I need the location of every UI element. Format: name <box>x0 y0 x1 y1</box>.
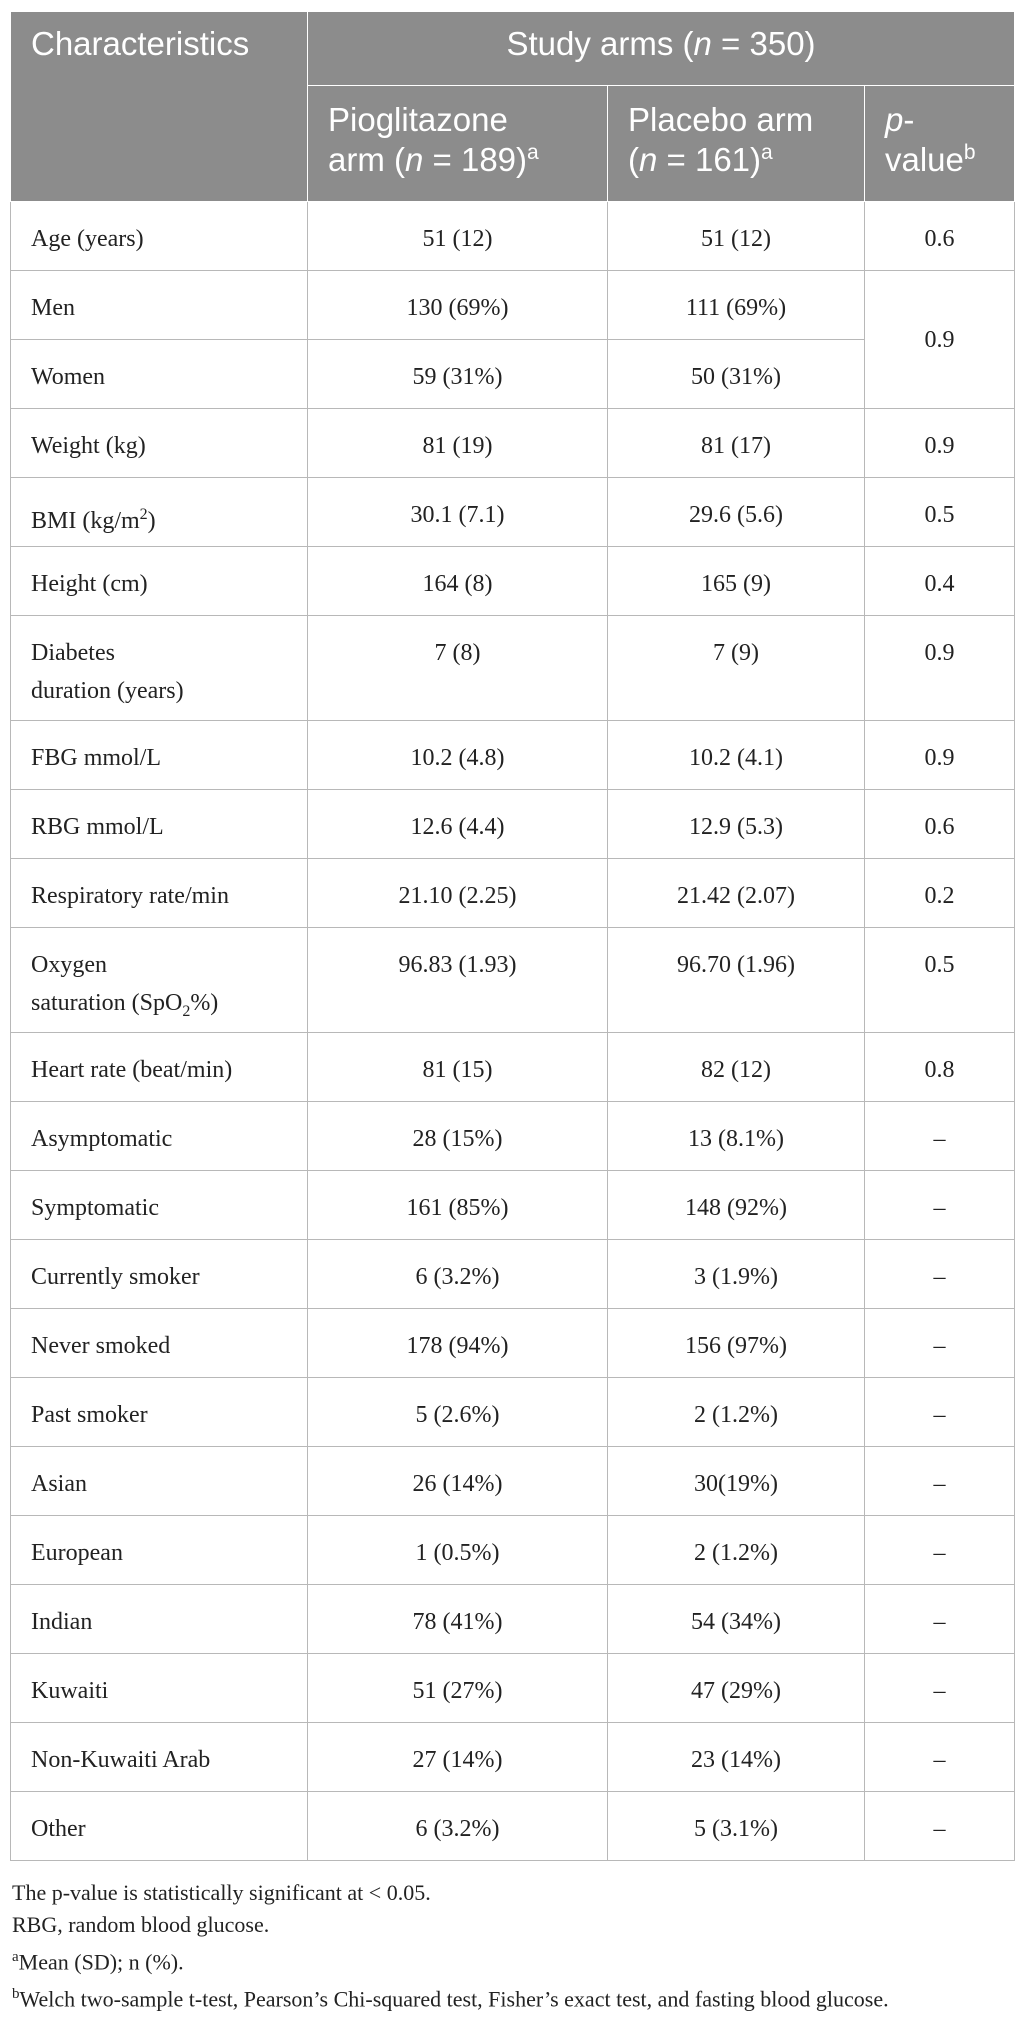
row-label: Non-Kuwaiti Arab <box>11 1723 308 1792</box>
row-label: Oxygen saturation (SpO$_2$%) <box>11 928 308 1033</box>
row-label: European <box>11 1516 308 1585</box>
header-characteristics: Characteristics <box>11 12 308 202</box>
row-label: RBG mmol/L <box>11 790 308 859</box>
row-label: Heart rate (beat/min) <box>11 1033 308 1102</box>
pioglitazone-value: 12.6 (4.4) <box>308 790 608 859</box>
placebo-value: 10.2 (4.1) <box>608 721 865 790</box>
row-label: Symptomatic <box>11 1171 308 1240</box>
placebo-value: 2 (1.2%) <box>608 1378 865 1447</box>
row-label: Diabetes duration (years) <box>11 616 308 721</box>
pioglitazone-value: 81 (15) <box>308 1033 608 1102</box>
placebo-value: 30(19%) <box>608 1447 865 1516</box>
table-row <box>11 1309 1015 1378</box>
p-value: 0.5 <box>865 478 1015 547</box>
pioglitazone-value: 5 (2.6%) <box>308 1378 608 1447</box>
pioglitazone-value: 1 (0.5%) <box>308 1516 608 1585</box>
pioglitazone-value: 10.2 (4.8) <box>308 721 608 790</box>
pioglitazone-value: 78 (41%) <box>308 1585 608 1654</box>
header-row-1 <box>11 12 1015 86</box>
p-value: – <box>865 1309 1015 1378</box>
pioglitazone-value: 164 (8) <box>308 547 608 616</box>
table-row <box>11 859 1015 928</box>
table-footnotes <box>10 1877 1014 2016</box>
placebo-value: 21.42 (2.07) <box>608 859 865 928</box>
row-label: Women <box>11 340 308 409</box>
p-value: 0.9 <box>865 409 1015 478</box>
placebo-value: 7 (9) <box>608 616 865 721</box>
placebo-value: 50 (31%) <box>608 340 865 409</box>
row-label: Never smoked <box>11 1309 308 1378</box>
pioglitazone-value: 161 (85%) <box>308 1171 608 1240</box>
p-value: – <box>865 1516 1015 1585</box>
row-label: BMI $(kg/m^2)$ <box>11 478 308 547</box>
row-label: Respiratory rate/min <box>11 859 308 928</box>
p-value: 0.2 <box>865 859 1015 928</box>
table-row <box>11 1585 1015 1654</box>
placebo-value: 51 (12) <box>608 202 865 271</box>
pioglitazone-value: 51 (12) <box>308 202 608 271</box>
placebo-value: 13 (8.1%) <box>608 1102 865 1171</box>
placebo-value: 96.70 (1.96) <box>608 928 865 1033</box>
placebo-value: 111 (69%) <box>608 271 865 340</box>
row-label: Other <box>11 1792 308 1861</box>
table-row <box>11 340 1015 409</box>
placebo-value: 5 (3.1%) <box>608 1792 865 1861</box>
placebo-value: 156 (97%) <box>608 1309 865 1378</box>
header-placebo-arm: Placebo arm (n = 161)$^a$ <box>608 86 865 202</box>
pioglitazone-value: 27 (14%) <box>308 1723 608 1792</box>
p-value: 0.8 <box>865 1033 1015 1102</box>
p-value: – <box>865 1102 1015 1171</box>
table-row <box>11 1447 1015 1516</box>
row-label: Past smoker <box>11 1378 308 1447</box>
p-value: 0.9 <box>865 616 1015 721</box>
header-pioglitazone-arm: Pioglitazone arm (n = 189)$^a$ <box>308 86 608 202</box>
row-label: Men <box>11 271 308 340</box>
placebo-value: 2 (1.2%) <box>608 1516 865 1585</box>
pioglitazone-value: 26 (14%) <box>308 1447 608 1516</box>
table-row <box>11 790 1015 859</box>
placebo-value: 165 (9) <box>608 547 865 616</box>
p-value: – <box>865 1585 1015 1654</box>
p-value: – <box>865 1447 1015 1516</box>
pioglitazone-value: 130 (69%) <box>308 271 608 340</box>
pioglitazone-value: 96.83 (1.93) <box>308 928 608 1033</box>
pioglitazone-value: 30.1 (7.1) <box>308 478 608 547</box>
table-row <box>11 1171 1015 1240</box>
table-row <box>11 409 1015 478</box>
row-label: Indian <box>11 1585 308 1654</box>
p-value: 0.9 <box>865 271 1015 409</box>
row-label: Asymptomatic <box>11 1102 308 1171</box>
pioglitazone-value: 21.10 (2.25) <box>308 859 608 928</box>
pioglitazone-value: 59 (31%) <box>308 340 608 409</box>
row-label: Asian <box>11 1447 308 1516</box>
p-value: – <box>865 1792 1015 1861</box>
table-row <box>11 1033 1015 1102</box>
row-label: Weight (kg) <box>11 409 308 478</box>
pioglitazone-value: 178 (94%) <box>308 1309 608 1378</box>
placebo-value: 54 (34%) <box>608 1585 865 1654</box>
pioglitazone-value: 51 (27%) <box>308 1654 608 1723</box>
placebo-value: 3 (1.9%) <box>608 1240 865 1309</box>
footnote-a: $^a$Mean (SD); n (%). <box>12 1949 184 1975</box>
table-row <box>11 1240 1015 1309</box>
table-row <box>11 202 1015 271</box>
table-row <box>11 1102 1015 1171</box>
p-value: – <box>865 1378 1015 1447</box>
table-row <box>11 1378 1015 1447</box>
table-row <box>11 1654 1015 1723</box>
pioglitazone-value: 81 (19) <box>308 409 608 478</box>
pioglitazone-value: 7 (8) <box>308 616 608 721</box>
footnote-rbg: RBG, random blood glucose. <box>12 1912 270 1937</box>
row-label: Kuwaiti <box>11 1654 308 1723</box>
table-row <box>11 478 1015 547</box>
table-row <box>11 1792 1015 1861</box>
header-study-arms: Study arms (n = 350) <box>308 12 1015 86</box>
p-value: – <box>865 1654 1015 1723</box>
p-value: – <box>865 1723 1015 1792</box>
p-value: 0.4 <box>865 547 1015 616</box>
table-row <box>11 1723 1015 1792</box>
pioglitazone-value: 6 (3.2%) <box>308 1792 608 1861</box>
row-label: Height (cm) <box>11 547 308 616</box>
table-row <box>11 721 1015 790</box>
p-value: 0.5 <box>865 928 1015 1033</box>
placebo-value: 81 (17) <box>608 409 865 478</box>
footnote-significance: The p-value is statistically significant at < 0.05. <box>12 1880 431 1905</box>
table-row <box>11 616 1015 721</box>
row-label: Currently smoker <box>11 1240 308 1309</box>
placebo-value: 148 (92%) <box>608 1171 865 1240</box>
table-row <box>11 1516 1015 1585</box>
table-row <box>11 928 1015 1033</box>
row-label: FBG mmol/L <box>11 721 308 790</box>
p-value: 0.9 <box>865 721 1015 790</box>
placebo-value: 23 (14%) <box>608 1723 865 1792</box>
characteristics-table <box>10 11 1015 1861</box>
p-value: 0.6 <box>865 202 1015 271</box>
placebo-value: 12.9 (5.3) <box>608 790 865 859</box>
placebo-value: 47 (29%) <box>608 1654 865 1723</box>
table-row <box>11 547 1015 616</box>
header-p-value: p- value$^b$ <box>865 86 1015 202</box>
p-value: 0.6 <box>865 790 1015 859</box>
placebo-value: 29.6 (5.6) <box>608 478 865 547</box>
table-wrapper <box>10 11 1014 2016</box>
footnote-b: $^b$Welch two-sample t-test, Pearson’s Chi-squared test, Fisher’s exact test, and fasting blood glucose. <box>12 1986 889 2012</box>
table-row <box>11 271 1015 340</box>
pioglitazone-value: 28 (15%) <box>308 1102 608 1171</box>
pioglitazone-value: 6 (3.2%) <box>308 1240 608 1309</box>
row-label: Age (years) <box>11 202 308 271</box>
placebo-value: 82 (12) <box>608 1033 865 1102</box>
p-value: – <box>865 1171 1015 1240</box>
p-value: – <box>865 1240 1015 1309</box>
